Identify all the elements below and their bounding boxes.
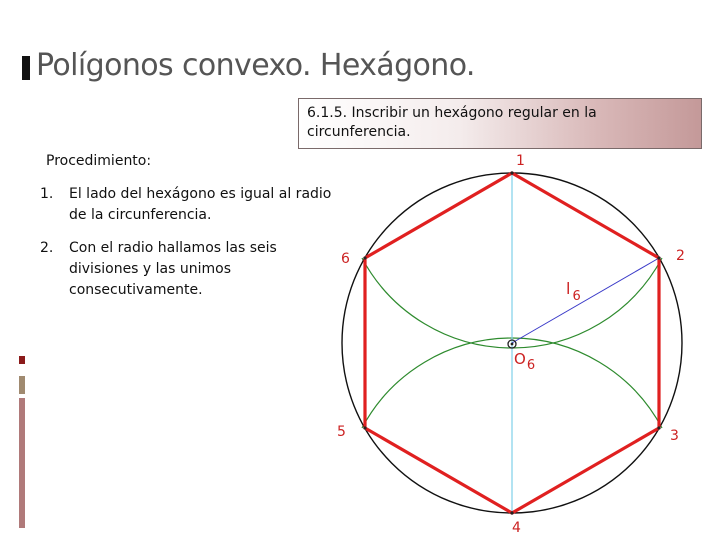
vertex-dot	[510, 511, 513, 514]
vertex-label-1: 1	[516, 153, 525, 169]
vertex-label-4: 4	[512, 520, 521, 536]
side-label-main: l	[566, 279, 571, 298]
callout-line-1: 6.1.5. Inscribir un hexágono regular en la	[307, 105, 597, 121]
step-text-line: divisiones y las unimos	[69, 261, 232, 277]
side-label	[566, 279, 581, 304]
side-radius-line	[512, 258, 659, 343]
vertex-dot	[510, 171, 513, 174]
vertex-dot	[363, 426, 366, 429]
step-text-line: Con el radio hallamos las seis	[69, 240, 277, 256]
vertex-label-3: 3	[670, 428, 679, 444]
center-label	[514, 350, 535, 373]
callout-line-2: circunferencia.	[307, 124, 411, 140]
vertex-label-5: 5	[337, 424, 346, 440]
step-text-line: El lado del hexágono es igual al radio	[69, 186, 332, 202]
side-label-subscript: 6	[572, 289, 581, 304]
step-number: 2.	[40, 240, 54, 256]
center-label-subscript: 6	[526, 358, 536, 373]
vertex-dot	[363, 256, 366, 259]
vertex-dot	[657, 256, 660, 259]
page-title: Polígonos convexo. Hexágono.	[36, 48, 475, 83]
step-text-line: de la circunferencia.	[69, 207, 212, 223]
procedure-label: Procedimiento:	[46, 153, 152, 169]
vertex-label-2: 2	[676, 248, 685, 264]
vertex-dot	[657, 426, 660, 429]
center-point-dot	[511, 343, 514, 346]
center-label-main: O	[514, 350, 526, 368]
step-number: 1.	[40, 186, 54, 202]
step-text-line: consecutivamente.	[69, 282, 203, 298]
vertex-label-6: 6	[341, 251, 350, 267]
